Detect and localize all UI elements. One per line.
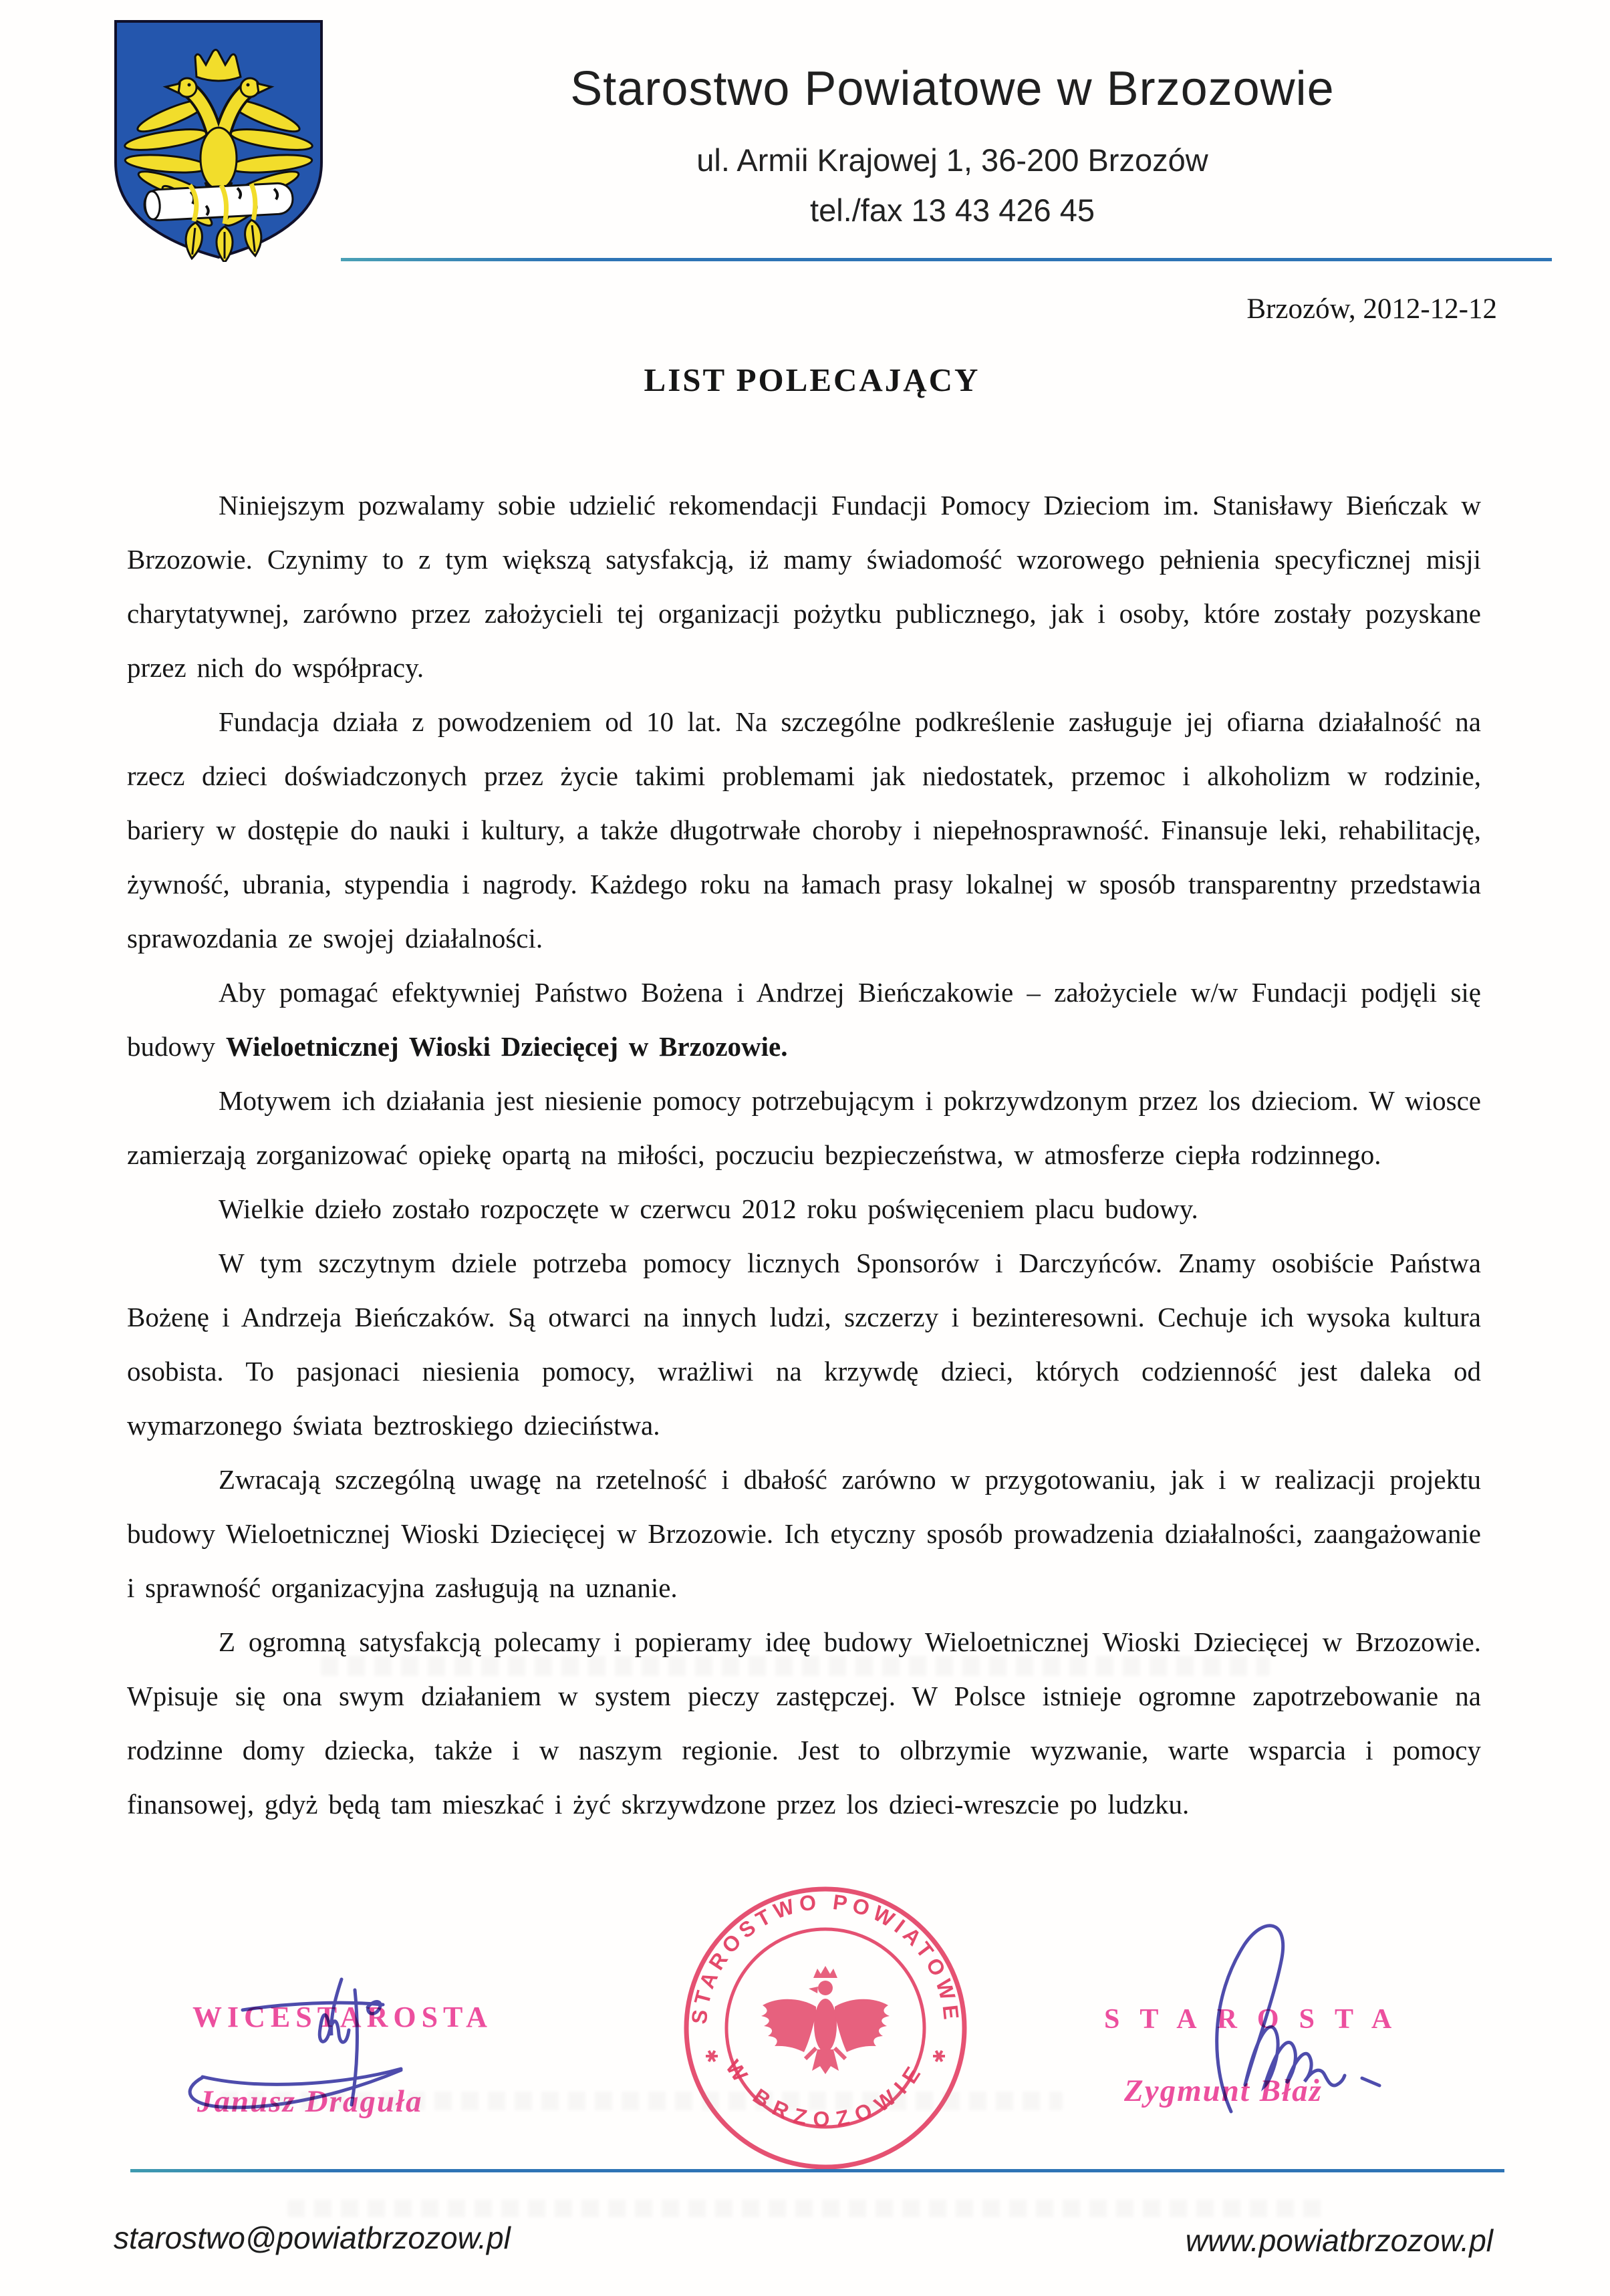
footer-email: starostwo@powiatbrzozow.pl — [114, 2220, 511, 2255]
scan-bleed-artifact — [321, 1656, 1270, 1676]
org-address: ul. Armii Krajowej 1, 36-200 Brzozów — [696, 142, 1208, 178]
paragraph-5: Wielkie dzieło zostało rozpoczęte w czerwcu 2012 roku poświęceniem placu budowy. — [219, 1193, 1198, 1224]
scan-bleed-artifact — [221, 2092, 1063, 2110]
paragraph-8: Z ogromną satysfakcją polecamy i popieramy ideę budowy Wieloetnicznej Wioski Dziecięcej w Brzozowie. Wpisuje się ona swym działaniem w system pieczy zastępczej. W Polsce istnieje ogromne zapotrzebowanie na rodzinne domy dziecka, także i w naszym regionie. Jest to olbrzymie wyzwanie, warte wsparcia i pomocy finansowej, gdyż będą tam mieszkać i żyć skrzywdzone przez los dzieci-wreszcie po ludzku. — [127, 1626, 1481, 1820]
stamp-arc-bottom-text: W BRZOZOWIE — [720, 2055, 930, 2132]
stamp-eagle-emblem — [761, 1966, 890, 2074]
paragraph-4: Motywem ich działania jest niesienie pomocy potrzebującym i pokrzywdzonym przez los dzieciom. W wiosce zamierzają zorganizować opiekę opartą na miłości, poczuciu bezpieczeństwa, w atmosferze ciepła rodzinnego. — [127, 1085, 1481, 1170]
footer-website: www.powiatbrzozow.pl — [1185, 2223, 1493, 2258]
paragraph-3 — [127, 966, 1481, 1074]
paragraph-1: Niniejszym pozwalamy sobie udzielić rekomendacji Fundacji Pomocy Dzieciom im. Stanisławy Bieńczak w Brzozowie. Czynimy to z tym większą satysfakcją, iż mamy świadomość wzorowego pełnienia specyficznej misji charytatywnej, zarówno przez założycieli tej organizacji pożytku publicznego, jak i osoby, które zostały pozyskane przez nich do współpracy. — [127, 490, 1481, 683]
footer-divider-line — [130, 2169, 1504, 2172]
starost-title-stamp: STAROSTA — [1104, 2004, 1412, 2035]
paragraph-6: W tym szczytnym dziele potrzeba pomocy licznych Sponsorów i Darczyńców. Znamy osobiście Państwa Bożenę i Andrzeja Bieńczaków. Są otwarci na innych ludzi, szczerzy i bezinteresowni. Cechuje ich wysoka kultura osobista. To pasjonaci niesienia pomocy, wrażliwi na krzywdę dzieci, których codzienność jest daleka od wymarzonego świata beztroskiego dzieciństwa. — [127, 1248, 1481, 1441]
official-round-stamp — [678, 1881, 972, 2175]
paragraph-7: Zwracają szczególną uwagę na rzetelność i dbałość zarówno w przygotowaniu, jak i w realizacji projektu budowy Wieloetnicznej Wioski Dziecięcej w Brzozowie. Ich etyczny sposób prowadzenia działalności, zaangażowanie i sprawność organizacyjna zasługują na uznanie. — [127, 1464, 1481, 1603]
coat-of-arms-brzozow — [111, 17, 326, 262]
paragraph-3-text: Aby pomagać efektywniej Państwo Bożena i Andrzej Bieńczakowie – założyciele w/w Fundacji podjęli się budowy — [127, 977, 1481, 1062]
scan-bleed-artifact — [287, 2200, 1330, 2217]
org-name: Starostwo Powiatowe w Brzozowie — [570, 62, 1335, 116]
document-title: LIST POLECAJĄCY — [644, 362, 980, 398]
eagle-body — [200, 128, 237, 189]
starost-name-stamp: Zygmunt Błaż — [1124, 2073, 1323, 2108]
date-line: Brzozów, 2012-12-12 — [1246, 293, 1497, 325]
header-divider-line — [341, 258, 1552, 261]
birch-log — [144, 182, 293, 221]
starost-handwritten-signature — [1131, 1916, 1418, 2117]
paragraph-2: Fundacja działa z powodzeniem od 10 lat. Na szczególne podkreślenie zasługuje jej ofiarna działalność na rzecz dzieci doświadczonych przez życie takimi problemami jak niedostatek, przemoc i alkoholizm w rodzinie, bariery w dostępie do nauki i kultury, a także długotrwałe choroby i niepełnosprawność. Finansuje leki, rehabilitację, żywność, ubrania, stypendia i nagrody. Każdego roku na łamach prasy lokalnej w sposób transparentny przedstawia sprawozdania ze swojej działalności. — [127, 706, 1481, 954]
vice-starost-title-stamp: WICESTAROSTA — [192, 2001, 493, 2033]
letter-body — [127, 478, 1481, 1832]
stamp-arc-top-text: STAROSTWO POWIATOWE — [686, 1889, 964, 2025]
paragraph-3-bold-text: Wieloetnicznej Wioski Dziecięcej w Brzozowie. — [225, 1031, 788, 1062]
vice-starost-name-stamp: Janusz Draguła — [197, 2084, 423, 2119]
org-phone: tel./fax 13 43 426 45 — [810, 192, 1095, 228]
